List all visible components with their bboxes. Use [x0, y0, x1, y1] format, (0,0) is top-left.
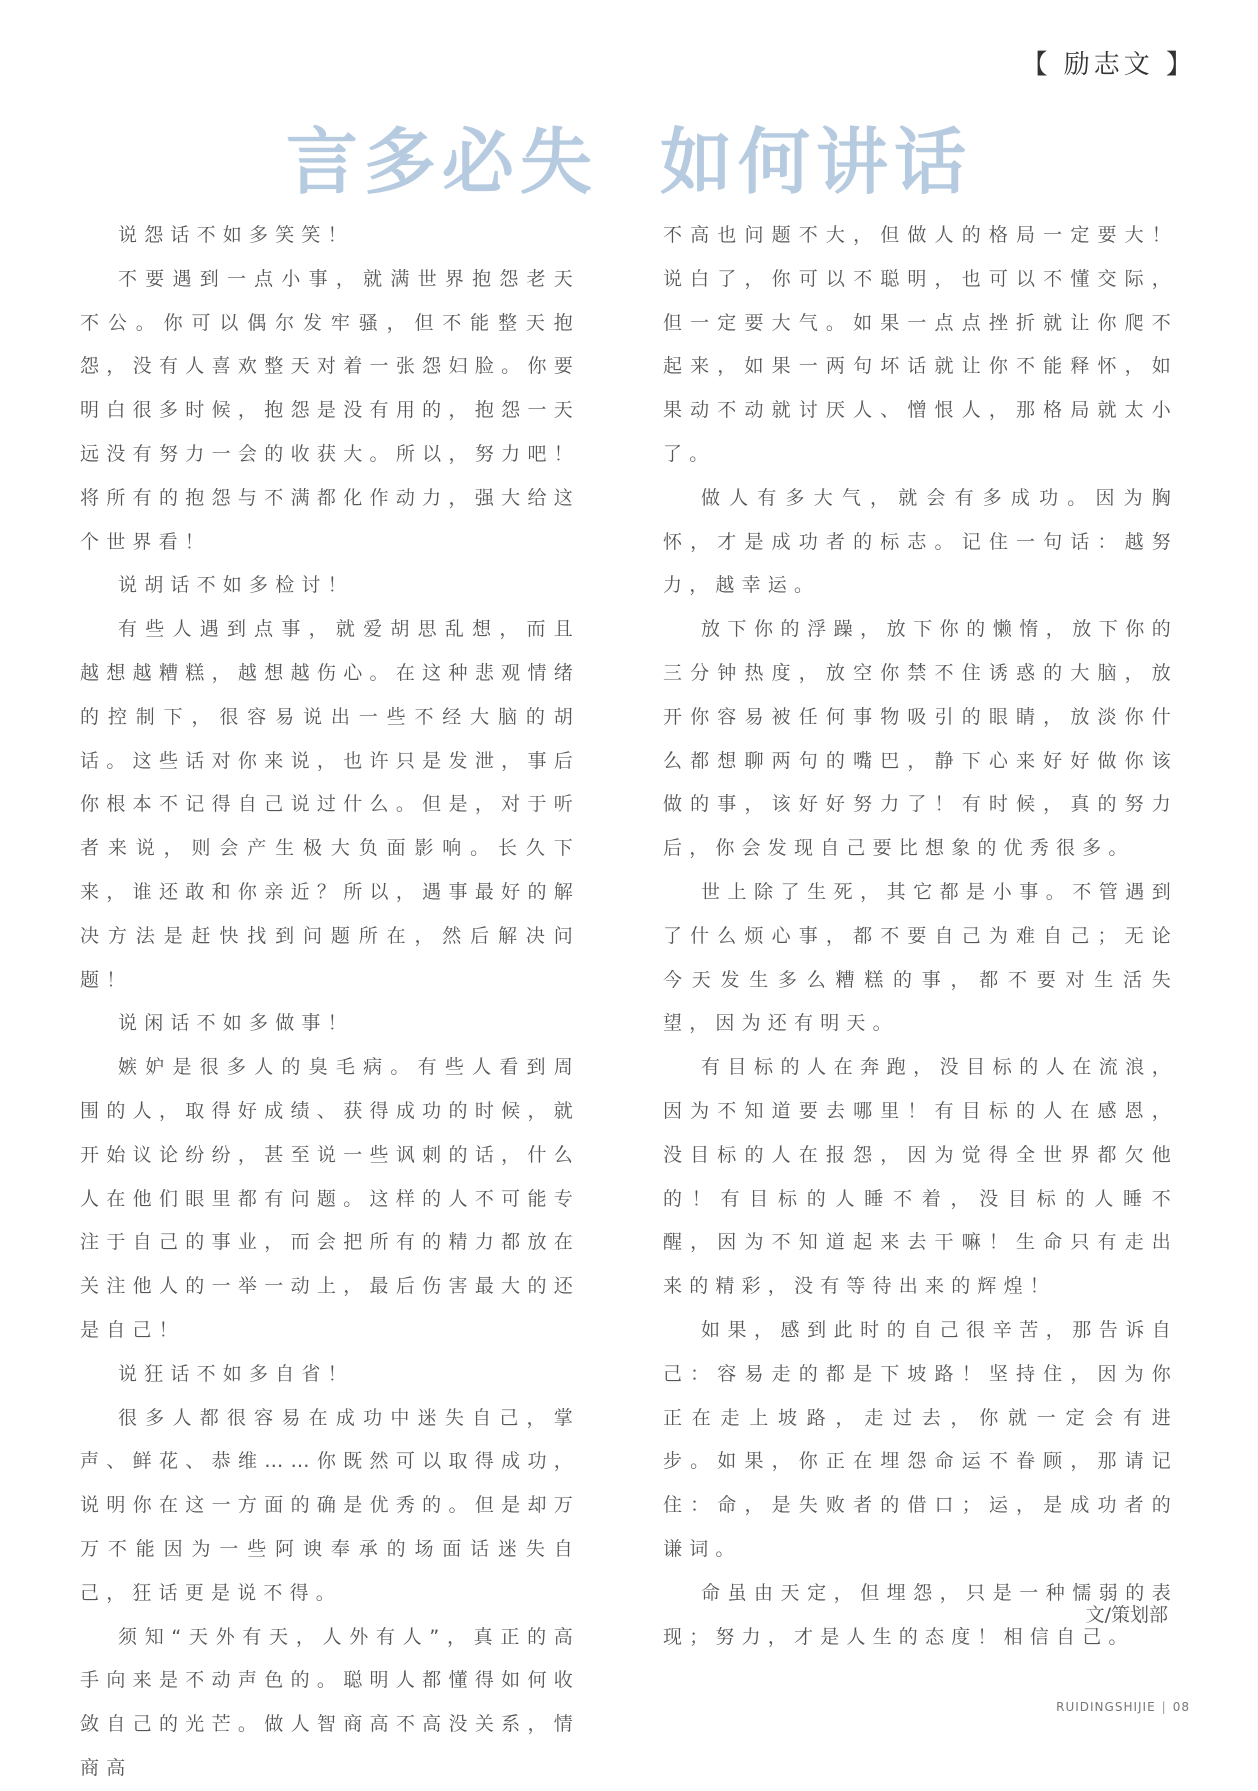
paragraph: 不要遇到一点小事，就满世界抱怨老天不公。你可以偶尔发牢骚，但不能整天抱怨，没有人喜欢整天对着一张怨妇脸。你要明白很多时候，抱怨是没有用的，抱怨一天远没有努力一会的收获大。所以，努力吧！将所有的抱怨与不满都化作动力，强大给这个世界看！: [80, 267, 580, 553]
page-number: 08: [1172, 1700, 1190, 1714]
paragraph: 很多人都很容易在成功中迷失自己，掌声、鲜花、恭维……你既然可以取得成功，说明你在这一方面的确是优秀的。但是却万万不能因为一些阿谀奉承的场面话迷失自己，狂话更是说不得。: [80, 1406, 580, 1604]
paragraph: 有目标的人在奔跑，没目标的人在流浪，因为不知道要去哪里！有目标的人在感恩，没目标的人在报怨，因为觉得全世界都欠他的！有目标的人睡不着，没目标的人睡不醒，因为不知道起来去干嘛！生命只有走出来的精彩，没有等待出来的辉煌！: [663, 1056, 1178, 1298]
paragraph: 命虽由天定，但埋怨，只是一种懦弱的表现；努力，才是人生的态度！相信自己。: [663, 1581, 1178, 1648]
article-title: 言多必失 如何讲话: [285, 120, 973, 204]
paragraph-continuation: 不高也问题不大，但做人的格局一定要大！说白了，你可以不聪明，也可以不懂交际，但一定要大气。如果一点点挫折就让你爬不起来，如果一两句坏话就让你不能释怀，如果动不动就讨厌人、憎恨人，那格局就太小了。: [663, 224, 1178, 465]
author-byline: 文/策划部: [1085, 1604, 1168, 1626]
section-tag: 【 励志文 】: [1021, 50, 1196, 80]
paragraph: 嫉妒是很多人的臭毛病。有些人看到周围的人，取得好成绩、获得成功的时候，就开始议论纷纷，甚至说一些讽刺的话，什么人在他们眼里都有问题。这样的人不可能专注于自己的事业，而会把所有的精力都放在关注他人的一举一动上，最后伤害最大的还是自己！: [80, 1056, 580, 1341]
paragraph: 世上除了生死，其它都是小事。不管遇到了什么烦心事，都不要自己为难自己；无论今天发生多么糟糕的事，都不要对生活失望，因为还有明天。: [663, 880, 1178, 1035]
paragraph: 做人有多大气，就会有多成功。因为胸怀，才是成功者的标志。记住一句话：越努力，越幸运。: [663, 486, 1178, 597]
paragraph: 须知“天外有天，人外有人”，真正的高手向来是不动声色的。聪明人都懂得如何收敛自己的光芒。做人智商高不高没关系，情商高: [80, 1625, 580, 1779]
paragraph: 说怨话不如多笑笑！: [118, 224, 354, 246]
footer-separator: |: [1161, 1700, 1167, 1714]
paragraph: 说闲话不如多做事！: [118, 1012, 354, 1035]
paragraph: 放下你的浮躁，放下你的懒惰，放下你的三分钟热度，放空你禁不住诱惑的大脑，放开你容易被任何事物吸引的眼睛，放淡你什么都想聊两句的嘴巴，静下心来好好做你该做的事，该好好努力了！有时候，真的努力后，你会发现自己要比想象的优秀很多。: [663, 618, 1178, 860]
page-footer: [1056, 1700, 1190, 1714]
paragraph: 如果，感到此时的自己很辛苦，那告诉自己：容易走的都是下坡路！坚持住，因为你正在走上坡路，走过去，你就一定会有进步。如果，你正在埋怨命运不眷顾，那请记住：命，是失败者的借口；运，是成功者的谦词。: [663, 1318, 1178, 1560]
paragraph: 说胡话不如多检讨！: [118, 574, 354, 597]
right-column: [663, 214, 1178, 1659]
paragraph: 有些人遇到点事，就爱胡思乱想，而且越想越糟糕，越想越伤心。在这种悲观情绪的控制下，很容易说出一些不经大脑的胡话。这些话对你来说，也许只是发泄，事后你根本不记得自己说过什么。但是，对于听者来说，则会产生极大负面影响。长久下来，谁还敢和你亲近？所以，遇事最好的解决方法是赶快找到问题所在，然后解决问题！: [80, 618, 580, 991]
left-column: [80, 214, 580, 1791]
paragraph: 说狂话不如多自省！: [118, 1362, 354, 1385]
publication-name: RUIDINGSHIJIE: [1056, 1700, 1156, 1714]
